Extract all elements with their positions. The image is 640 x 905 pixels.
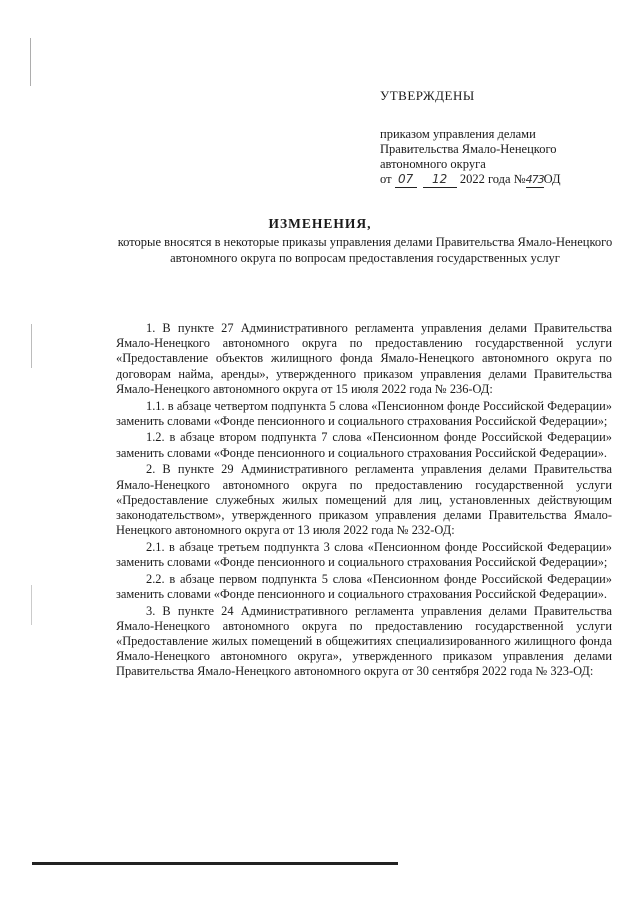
approval-line: приказом управления делами: [380, 127, 536, 141]
scan-bottom-edge: [32, 862, 398, 865]
paragraph: 3. В пункте 24 Административного регламента управления делами Правительства Ямало-Ненецкого автономного округа по предоставлению государственной услуги «Предоставление жилых помещений в общежитиях специализированного жилищного фонда Ямало-Ненецкого автономного округа», утвержденного приказом управления делами Правительства Ямало-Ненецкого автономного округа от 30 сентября 2022 года № 323-ОД:: [116, 603, 612, 679]
handwritten-month: 12: [423, 172, 457, 188]
approval-block: [380, 88, 610, 188]
handwritten-order-number: 473: [525, 173, 544, 186]
paragraph: 1.2. в абзаце втором подпункта 7 слова «Пенсионном фонде Российской Федерации» заменить словами «Фонде пенсионного и социального страхования Российской Федерации».: [116, 430, 612, 460]
order-suffix: ОД: [543, 172, 561, 186]
date-prefix: от: [380, 172, 392, 186]
date-year: 2022 года №: [459, 172, 526, 186]
document-title: ИЗМЕНЕНИЯ,: [268, 216, 372, 231]
approval-line: автономного округа: [380, 157, 486, 171]
paragraph: 1. В пункте 27 Административного регламента управления делами Правительства Ямало-Ненецкого автономного округа по предоставлению государственной услуги «Предоставление объектов жилищного фонда Ямало-Ненецкого автономного округа по договорам найма, аренды», утвержденного приказом управления делами Правительства Ямало-Ненецкого автономного округа от 15 июля 2022 года № 236-ОД:: [116, 321, 612, 396]
paragraph: 2.1. в абзаце третьем подпункта 3 слова «Пенсионном фонде Российской Федерации» заменить словами «Фонде пенсионного и социального страхования Российской Федерации»;: [116, 539, 612, 570]
paragraph: 2.2. в абзаце первом подпункта 5 слова «Пенсионном фонде Российской Федерации» заменить словами «Фонде пенсионного и социального страхования Российской Федерации».: [116, 571, 612, 601]
approval-title: УТВЕРЖДЕНЫ: [380, 88, 475, 103]
scan-artifact: [31, 585, 32, 625]
paragraph: 1.1. в абзаце четвертом подпункта 5 слова «Пенсионном фонде Российской Федерации» заменить словами «Фонде пенсионного и социального страхования Российской Федерации»;: [116, 398, 612, 428]
document-subtitle: которые вносятся в некоторые приказы управления делами Правительства Ямало-Ненецкого автономного округа по вопросам предоставления государственных услуг: [117, 235, 613, 265]
scan-artifact: [30, 38, 31, 86]
approval-date-line: [380, 172, 610, 188]
approval-lines: [380, 127, 610, 188]
handwritten-day: 07: [395, 172, 417, 188]
approval-line: Правительства Ямало-Ненецкого: [380, 142, 557, 156]
document-body: [116, 321, 612, 680]
paragraph: 2. В пункте 29 Административного регламента управления делами Правительства Ямало-Ненецкого автономного округа по предоставлению государственной услуги «Предоставление служебных жилых помещений для лиц, установленных действующим законодательством», утвержденного приказом управления делами Правительства Ямало-Ненецкого автономного округа от 13 июля 2022 года № 232-ОД:: [116, 462, 612, 538]
scan-artifact: [31, 324, 32, 368]
